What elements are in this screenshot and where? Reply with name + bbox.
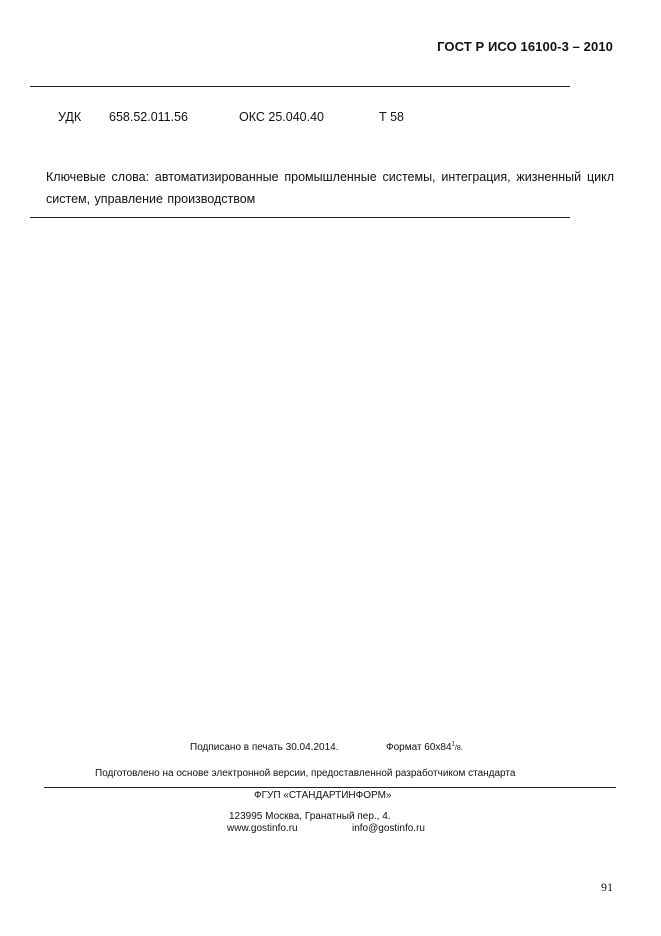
signed-date: Подписано в печать 30.04.2014. bbox=[190, 742, 339, 753]
format-denominator: /8. bbox=[454, 745, 463, 752]
publisher-website[interactable]: www.gostinfo.ru bbox=[227, 823, 298, 834]
keywords-divider bbox=[30, 217, 570, 218]
oks-code: ОКС 25.040.40 bbox=[239, 110, 324, 124]
publisher-email[interactable]: info@gostinfo.ru bbox=[352, 823, 425, 834]
publisher-address: 123995 Москва, Гранатный пер., 4. bbox=[229, 811, 391, 822]
top-divider bbox=[30, 86, 570, 87]
keywords-paragraph: Ключевые слова: автоматизированные промышленные системы, интеграция, жизненный цикл систем, управление производством bbox=[46, 170, 614, 206]
t-code: Т 58 bbox=[379, 110, 405, 124]
format-line bbox=[386, 742, 463, 753]
udk-value: 658.52.011.56 bbox=[109, 110, 189, 124]
page-number: 91 bbox=[601, 880, 613, 894]
publisher-name: ФГУП «СТАНДАРТИНФОРМ» bbox=[254, 790, 392, 801]
prepared-note: Подготовлено на основе электронной версии, предоставленной разработчиком стандарта bbox=[95, 768, 516, 779]
format-numerator: 1 bbox=[451, 741, 455, 748]
udk-label: УДК bbox=[58, 110, 82, 124]
format-label: Формат 60x84 bbox=[386, 742, 452, 753]
imprint-divider bbox=[44, 787, 616, 788]
signed-line bbox=[190, 742, 338, 753]
standard-code: ГОСТ Р ИСО 16100-3 – 2010 bbox=[437, 39, 613, 54]
